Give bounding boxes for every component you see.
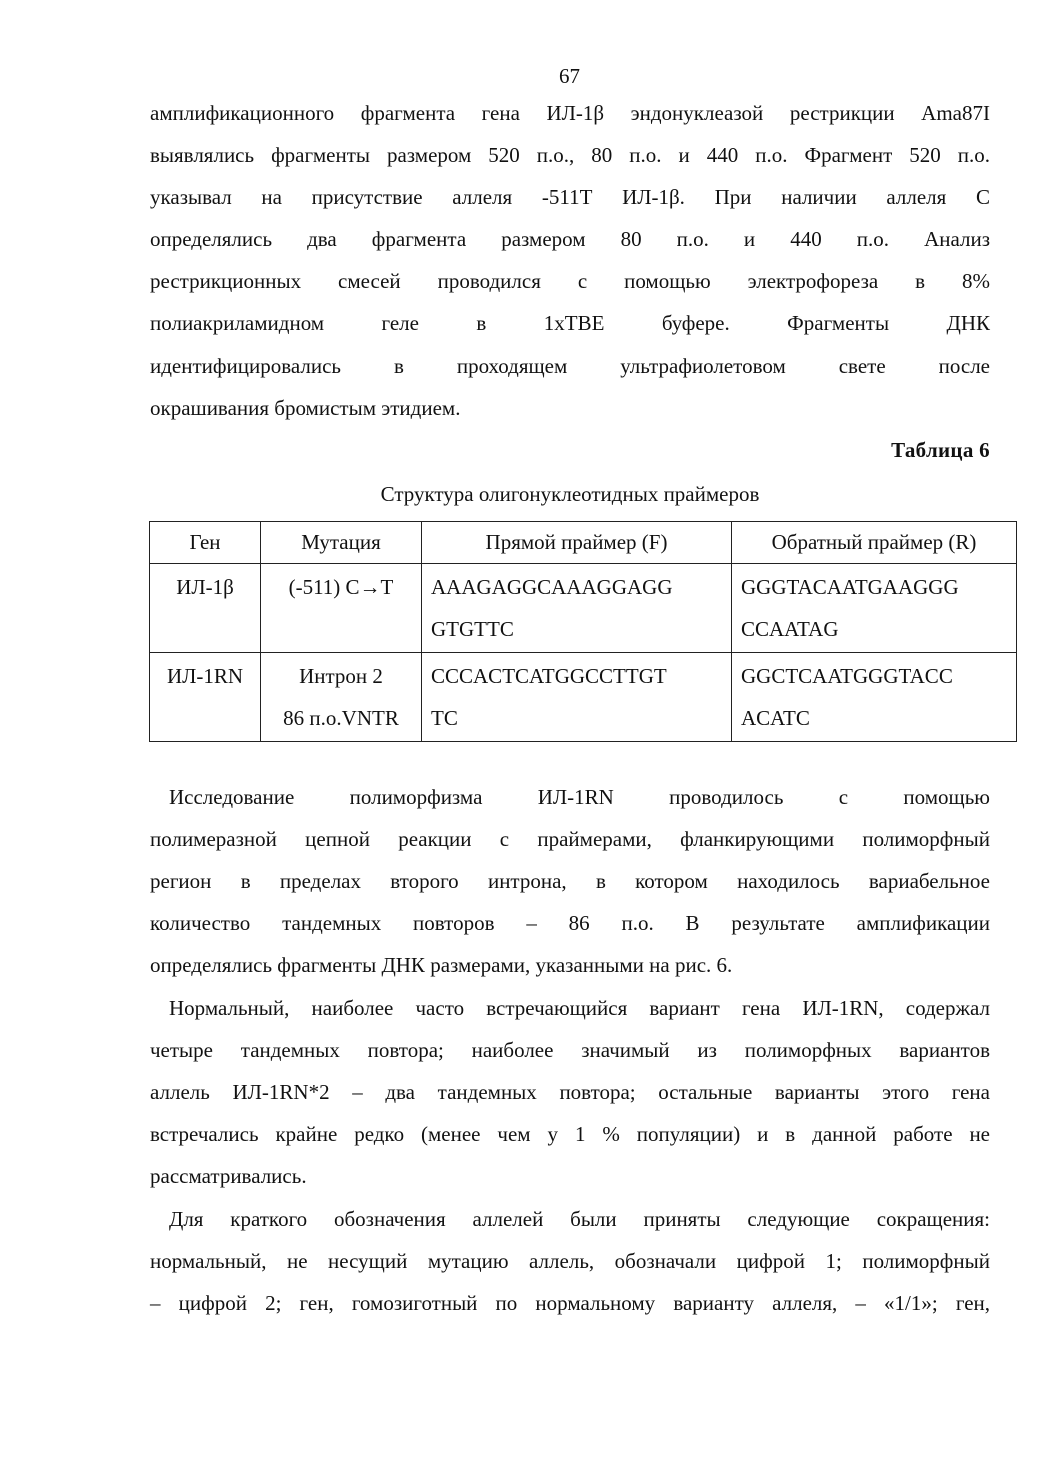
text-line: определялись два фрагмента размером 80 п.о. и 440 п.о. Анализ — [150, 227, 990, 252]
table-row — [150, 564, 1017, 653]
text-line: идентифицировались в проходящем ультрафиолетовом свете после — [150, 353, 990, 378]
text-line: встречались крайне редко (менее чем у 1 % популяции) и в данной работе не — [150, 1122, 990, 1147]
sequence-line: GGCTCAATGGGTACC — [741, 664, 953, 688]
table-caption: Структура олигонуклеотидных праймеров — [380, 482, 760, 506]
sequence-line: ACATC — [741, 706, 810, 730]
table-header-row — [150, 522, 1017, 564]
text-line: четыре тандемных повтора; наиболее значимый из полиморфных вариантов — [150, 1038, 990, 1063]
cell-gene — [150, 653, 261, 742]
sequence-line: AAAGAGGCAAAGGAGG — [431, 575, 673, 599]
sequence-line: CCCACTCATGGCCTTGT — [431, 664, 667, 688]
cell-text — [422, 564, 731, 652]
text-line: указывал на присутствие аллеля -511Т ИЛ-1β. При наличии аллеля С — [150, 185, 990, 210]
page-number: 67 — [559, 64, 580, 88]
cell-forward-primer — [422, 653, 732, 742]
mutation-line: Интрон 2 — [299, 664, 383, 688]
cell-mutation — [261, 564, 422, 653]
sequence-line: TC — [431, 706, 458, 730]
text-line: аллель ИЛ-1RN*2 – два тандемных повтора; остальные варианты этого гена — [150, 1080, 990, 1105]
text-line: – цифрой 2; ген, гомозиготный по нормальному варианту аллеля, – «1/1»; ген, — [150, 1291, 990, 1316]
text-line: Исследование полиморфизма ИЛ-1RN проводилось с помощью — [169, 785, 990, 809]
text-line: рассматривались. — [150, 1164, 307, 1189]
primers-table — [149, 521, 1017, 742]
header-forward-primer: Прямой праймер (F) — [422, 522, 732, 564]
header-mutation: Мутация — [261, 522, 422, 564]
cell-text — [422, 653, 731, 741]
cell-gene — [150, 564, 261, 653]
text-line: выявлялись фрагменты размером 520 п.о., 80 п.о. и 440 п.о. Фрагмент 520 п.о. — [150, 143, 990, 168]
cell-text — [261, 653, 421, 741]
text-line: окрашивания бромистым этидием. — [150, 395, 461, 420]
sequence-line: CCAATAG — [741, 617, 839, 641]
table-row — [150, 653, 1017, 742]
cell-forward-primer — [422, 564, 732, 653]
text-line: нормальный, не несущий мутацию аллель, обозначали цифрой 1; полиморфный — [150, 1249, 990, 1274]
cell-text: ИЛ-1RN — [166, 664, 244, 688]
text-line: полиакриламидном геле в 1хТВЕ буфере. Фрагменты ДНК — [150, 311, 990, 336]
paragraph-il1rn-polymorphism — [150, 776, 990, 986]
text-line: определялись фрагменты ДНК размерами, указанными на рис. 6. — [150, 953, 733, 978]
text-line: рестрикционных смесей проводился с помощью электрофореза в 8% — [150, 269, 990, 294]
header-gene: Ген — [150, 522, 261, 564]
text-line: Для краткого обозначения аллелей были приняты следующие сокращения: — [169, 1207, 990, 1231]
cell-reverse-primer — [732, 653, 1017, 742]
cell-text: ИЛ-1β — [176, 575, 234, 599]
text-line: количество тандемных повторов – 86 п.о. В результате амплификации — [150, 911, 990, 936]
text-line: полимеразной цепной реакции с праймерами, фланкирующими полиморфный — [150, 827, 990, 852]
header-reverse-primer: Обратный праймер (R) — [732, 522, 1017, 564]
mutation-line: 86 п.о.VNTR — [283, 706, 399, 730]
text-line: регион в пределах второго интрона, в котором находилось вариабельное — [150, 869, 990, 894]
sequence-line: GGGTACAATGAAGGG — [741, 575, 959, 599]
paragraph-restriction-analysis — [150, 92, 990, 429]
paragraph-allele-notation — [150, 1198, 990, 1324]
cell-text — [732, 653, 1016, 741]
sequence-line: GTGTTC — [431, 617, 514, 641]
text-line: Нормальный, наиболее часто встречающийся вариант гена ИЛ-1RN, содержал — [169, 996, 990, 1020]
cell-reverse-primer — [732, 564, 1017, 653]
cell-mutation — [261, 653, 422, 742]
paragraph-normal-variant — [150, 987, 990, 1197]
cell-text: (-511) С→Т — [288, 575, 394, 599]
table-label: Таблица 6 — [891, 438, 990, 462]
text-line: амплификационного фрагмента гена ИЛ-1β эндонуклеазой рестрикции Ama87I — [150, 101, 990, 125]
cell-text — [732, 564, 1016, 652]
